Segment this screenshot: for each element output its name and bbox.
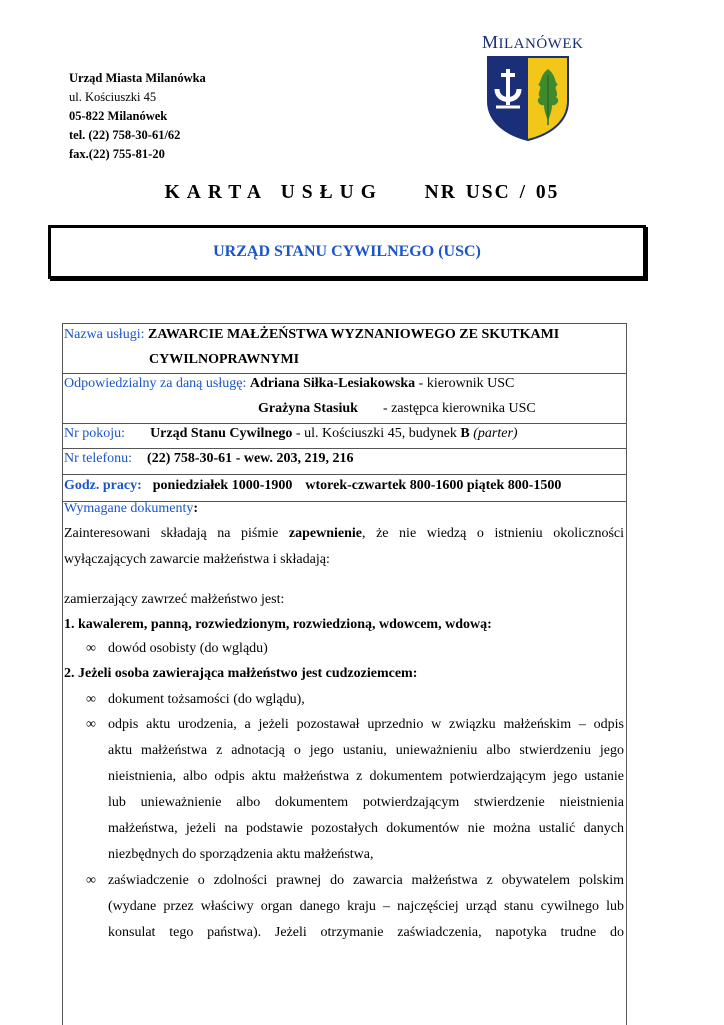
responsible-1-name: Adriana Siłka-Lesiakowska xyxy=(249,376,416,391)
responsible-label: Odpowiedzialny za daną usługę: xyxy=(64,376,247,391)
service-table xyxy=(62,323,627,1025)
section-2-item-2-line: odpis aktu urodzenia, a jeżeli pozostawał uprzednio w związku małżeńskim – odpis xyxy=(108,717,624,732)
row-documents: Wymagane dokumenty: Zainteresowani składają na piśmie zapewnienie, że nie wiedzą o istnieniu okoliczności wyłączających zawarcie małżeństwa i składają: zamierzający zawrzeć małżeństwo jest: 1. kawalerem, panną, rozwiedzionym, rozwiedzioną, wdowcem, wdową: ∞ dowód osobisty (do wglądu) 2. Jeżeli osoba zawierająca małżeństwo jest cudzoziemcem: ∞ dokument tożsamości (do wglądu), ∞ odpis aktu urodzenia, a jeżeli pozostawał uprzednio w związku małżeńskim – odpis aktu małżeństwa z adnotacją o jego ustaniu, unieważnieniu albo stwierdzeniu jego nieistnienia, albo odpis aktu małżeństwa z dokumentem potwierdzającym jego ustanie lub unieważnienie albo dokumentem potwierdzającym stwierdzenie nieistnienia małżeństwa, jeżeli na podstawie pozostałych dokumentów nie można ustalić danych niezbędnych do sporządzenia aktu małżeństwa, ∞ zaświadczenie o zdolności prawnej do zawarcia małżeństwa z obywatelem polskim (wydane przez właściwy organ danego kraju – najczęściej urząd stanu cywilnego lub konsulat tego państwa). Jeżeli otrzymanie zaświadczenia, napotyka trudne do xyxy=(64,501,624,940)
office-postal: 05-822 Milanówek xyxy=(69,109,168,123)
office-fax: fax.(22) 755-81-20 xyxy=(69,147,165,161)
row-room xyxy=(63,423,626,449)
room-address: - ul. Kościuszki 45, budynek xyxy=(292,426,461,441)
responsible-2-role: - zastępca kierownika USC xyxy=(382,401,536,416)
phone-extensions: 203, 219, 216 xyxy=(276,451,354,466)
room-floor: (parter) xyxy=(469,426,518,441)
row-hours xyxy=(63,474,626,502)
documents-label: Wymagane dokumenty xyxy=(64,501,194,516)
bullet-icon: ∞ xyxy=(86,641,96,656)
row-service-name xyxy=(63,324,626,374)
office-street: ul. Kościuszki 45 xyxy=(69,90,157,104)
hours-tue-thu-label: wtorek-czwartek xyxy=(305,478,407,493)
hours-label: Godz. pracy: xyxy=(64,478,142,493)
office-address xyxy=(69,69,206,164)
office-name: Urząd Miasta Milanówka xyxy=(69,71,206,85)
documents-intro: Zainteresowani składają na piśmie zapewnienie, że nie wiedzą o istnieniu okoliczności xyxy=(64,526,624,541)
row-responsible xyxy=(63,373,626,424)
office-phone: tel. (22) 758-30-61/62 xyxy=(69,128,181,142)
section-2-item-2-line: aktu małżeństwa z adnotacją o jego ustaniu, unieważnieniu albo stwierdzeniu jego xyxy=(108,743,624,758)
service-name-value-cont: CYWILNOPRAWNYMI xyxy=(149,352,300,367)
department-box xyxy=(48,225,646,279)
hours-monday-label: poniedziałek xyxy=(152,478,229,493)
hours-tue-thu: 800-1600 xyxy=(409,478,464,493)
service-name-label: Nazwa usługi: xyxy=(64,327,145,342)
bullet-icon: ∞ xyxy=(86,692,96,707)
section-1-heading: 1. kawalerem, panną, rozwiedzionym, rozwiedzioną, wdowcem, wdową: xyxy=(64,617,492,632)
bullet-icon: ∞ xyxy=(86,873,96,888)
department-name: URZĄD STANU CYWILNEGO (USC) xyxy=(213,243,481,260)
section-1-item: dowód osobisty (do wglądu) xyxy=(108,641,268,656)
room-name: Urząd Stanu Cywilnego xyxy=(150,426,293,441)
service-name-value: ZAWARCIE MAŁŻEŃSTWA WYZNANIOWEGO ZE SKUTKAMI xyxy=(147,327,560,342)
documents-intro-cont: wyłączających zawarcie małżeństwa i składają: xyxy=(64,552,330,567)
card-title: KARTA USŁUG NR USC / 05 xyxy=(164,182,560,203)
section-2-item-3-line: konsulat tego państwa). Jeżeli otrzymanie zaświadczenia, napotyka trudne do xyxy=(108,925,624,940)
row-phone: Nr telefonu: (22) 758-30-61 - wew. 203, 219, 216 xyxy=(63,448,626,475)
city-logo xyxy=(482,32,584,141)
responsible-2-name: Grażyna Stasiuk xyxy=(258,401,358,416)
phone-label: Nr telefonu: xyxy=(64,451,133,466)
hours-friday-label: piątek xyxy=(466,478,505,493)
hours-friday: 800-1500 xyxy=(507,478,562,493)
documents-intro-who: zamierzający zawrzeć małżeństwo jest: xyxy=(64,592,285,607)
section-2-item-1: dokument tożsamości (do wglądu), xyxy=(108,692,305,707)
section-2-heading: 2. Jeżeli osoba zawierająca małżeństwo jest cudzoziemcem: xyxy=(64,666,418,681)
responsible-1-role: - kierownik USC xyxy=(415,376,515,391)
phone-number: (22) 758-30-61 xyxy=(147,451,233,466)
room-building: B xyxy=(460,426,470,441)
room-label: Nr pokoju: xyxy=(64,426,126,441)
coat-of-arms-icon xyxy=(482,55,574,141)
section-2-item-3-line: (wydane przez właściwy organ danego kraju – najczęściej urząd stanu cywilnego lub xyxy=(108,899,624,914)
bullet-icon: ∞ xyxy=(86,717,96,732)
section-2-item-2-line: nieistnienia, albo odpis aktu małżeństwa z dokumentem potwierdzającym jego ustanie xyxy=(108,769,624,784)
section-2-item-2-line: małżeństwa, jeżeli na podstawie pozostałych dokumentów nie można ustalić danych xyxy=(108,821,624,836)
section-2-item-2-line: lub unieważnienie albo dokumentem potwierdzającym stwierdzenie nieistnienia xyxy=(108,795,624,810)
logo-wordmark: MILANÓWEK xyxy=(482,32,584,52)
assurance-term: zapewnienie xyxy=(288,526,363,541)
section-2-item-3-line: zaświadczenie o zdolności prawnej do zawarcia małżeństwa z obywatelem polskim xyxy=(108,873,624,888)
section-2-item-2-line: niezbędnych do sporządzenia aktu małżeństwa, xyxy=(108,847,374,862)
hours-monday: 1000-1900 xyxy=(231,478,293,493)
